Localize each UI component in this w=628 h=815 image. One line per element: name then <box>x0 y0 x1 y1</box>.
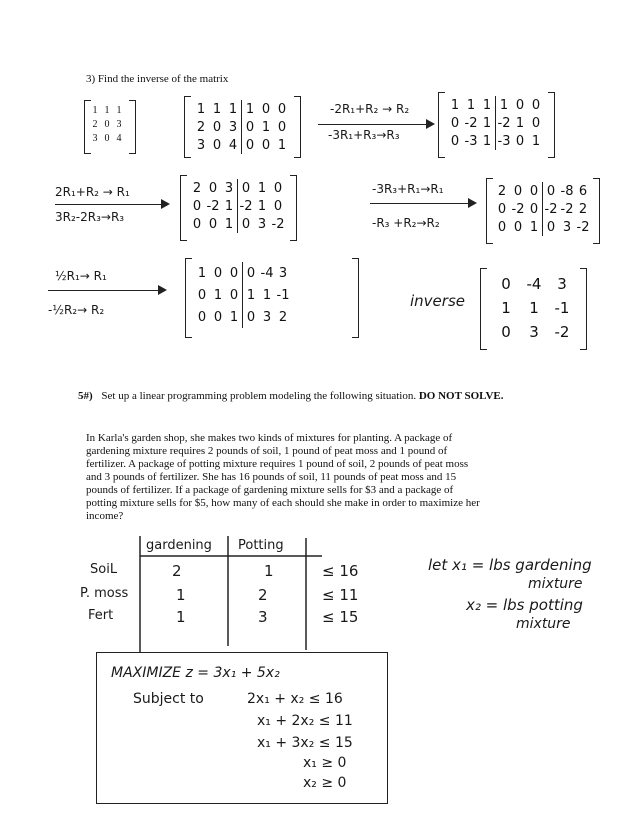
matrix-cell: 1 <box>466 97 476 113</box>
matrix-cell: 1 <box>228 101 238 117</box>
row-op-3-bottom: -R₃ +R₂→R₂ <box>372 216 440 230</box>
matrix-cell: 3 <box>278 265 288 281</box>
matrix-cell: 0 <box>229 265 239 281</box>
matrix-cell: -1 <box>276 287 290 303</box>
matrix-cell: -8 <box>560 183 574 199</box>
matrix-cell: 0 <box>261 101 271 117</box>
matrix-cell: 0 <box>513 183 523 199</box>
matrix-cell: -4 <box>260 265 274 281</box>
matrix-cell: -1 <box>554 299 570 317</box>
cell-limit: ≤ 15 <box>322 608 359 626</box>
matrix-cell: 1 <box>196 101 206 117</box>
inverse-label: inverse <box>410 292 465 310</box>
let-x2: x₂ = lbs potting <box>466 596 583 614</box>
matrix-cell: 3 <box>557 275 567 293</box>
row-op-2-top: 2R₁+R₂ → R₁ <box>55 185 130 199</box>
matrix-cell: -2 <box>271 216 285 232</box>
paragraph-line: In Karla's garden shop, she makes two kinds of mixtures for planting. A package of <box>86 432 453 444</box>
cell-gardening: 1 <box>176 608 186 626</box>
problem5-paragraph <box>86 432 556 523</box>
matrix-cell: 1 <box>257 198 267 214</box>
row-op-arrow <box>55 204 163 205</box>
matrix-cell: -2 <box>543 200 560 218</box>
let-x2-cont: mixture <box>516 616 571 632</box>
matrix-cell: 0 <box>208 216 218 232</box>
matrix-cell: 0 <box>273 198 283 214</box>
matrix-cell: 3 <box>224 180 234 196</box>
constraint: 2x₁ + x₂ ≤ 16 <box>247 691 343 707</box>
arrow-head-icon <box>468 198 477 208</box>
paragraph-line: fertilizer. A package of potting mixture requires 1 pound of soil, 2 pounds of peat moss <box>86 458 469 470</box>
matrix-cell: -3 <box>496 132 513 150</box>
matrix-cell: -2 <box>496 114 513 132</box>
constraint: x₁ + 2x₂ ≤ 11 <box>257 713 353 729</box>
matrix-cell: 1 <box>224 216 234 232</box>
matrix-cell: 3 <box>92 132 98 144</box>
paragraph-line: pounds of fertilizer. If a package of gardening mixture sells for $3 and a package of <box>86 484 454 496</box>
matrix-cell: 4 <box>228 137 238 153</box>
arrow-head-icon <box>161 199 170 209</box>
matrix-cell: 3 <box>562 219 572 235</box>
matrix-cell: 0 <box>242 118 259 136</box>
matrix-cell: 1 <box>261 119 271 135</box>
matrix-cell: 1 <box>212 101 222 117</box>
arrow-head-icon <box>426 119 435 129</box>
problem5-number: 5#) <box>78 390 93 402</box>
cell-gardening: 1 <box>176 586 186 604</box>
matrix-cell: -2 <box>560 201 574 217</box>
paragraph-line: and 3 pounds of fertilizer. She has 16 pounds of soil, 11 pounds of peat moss and 15 <box>86 471 457 483</box>
matrix-cell: 0 <box>243 262 260 284</box>
matrix-cell: 1 <box>257 180 267 196</box>
matrix-cell: 0 <box>450 115 460 131</box>
matrix-cell: 1 <box>482 133 492 149</box>
matrix-cell: -2 <box>554 323 570 341</box>
matrix-cell: 0 <box>197 287 207 303</box>
matrix-cell: 0 <box>513 219 523 235</box>
matrix-cell: 3 <box>262 309 272 325</box>
matrix-cell: 2 <box>497 183 507 199</box>
matrix-cell: 3 <box>228 119 238 135</box>
matrix-cell: 0 <box>277 101 287 117</box>
matrix-cell: 0 <box>238 179 255 197</box>
matrix-cell: 0 <box>243 306 260 328</box>
let-x1: let x₁ = lbs gardening <box>428 556 592 574</box>
row-op-1-top: -2R₁+R₂ → R₂ <box>330 102 410 116</box>
matrix-cell: 0 <box>531 115 541 131</box>
matrix-cell: 0 <box>543 218 560 236</box>
row-label: SoiL <box>90 562 118 577</box>
cell-gardening: 2 <box>172 562 182 580</box>
matrix-cell: 0 <box>213 309 223 325</box>
problem5-instruction-block <box>78 390 548 403</box>
matrix-cell: 2 <box>578 201 588 217</box>
matrix-cell: 0 <box>515 97 525 113</box>
row-op-4-bottom: -½R₂→ R₂ <box>48 303 105 317</box>
matrix-cell: 0 <box>197 309 207 325</box>
matrix-cell: 2 <box>196 119 206 135</box>
matrix-cell: 1 <box>529 219 539 235</box>
matrix-cell: 0 <box>531 97 541 113</box>
constraint: x₁ ≥ 0 <box>303 755 347 771</box>
matrix-cell: 3 <box>529 323 539 341</box>
matrix-cell: 1 <box>116 104 122 116</box>
matrix-cell: 0 <box>497 219 507 235</box>
matrix-cell: 4 <box>116 132 122 144</box>
cell-potting: 2 <box>258 586 268 604</box>
row-label: P. moss <box>80 586 129 601</box>
matrix-cell: 0 <box>213 265 223 281</box>
matrix-cell: 0 <box>212 137 222 153</box>
paragraph-line: income? <box>86 510 124 522</box>
row-label: Fert <box>88 608 114 623</box>
matrix-cell: 2 <box>92 118 98 130</box>
row-op-arrow <box>318 124 428 125</box>
matrix-cell: 1 <box>529 299 539 317</box>
matrix-cell: -2 <box>464 115 478 131</box>
problem3-heading: 3) Find the inverse of the matrix <box>86 73 229 85</box>
matrix-cell: 0 <box>104 132 110 144</box>
row-op-3-top: -3R₃+R₁→R₁ <box>372 182 444 196</box>
matrix-cell: 2 <box>192 180 202 196</box>
matrix-cell: 1 <box>213 287 223 303</box>
matrix-cell: 1 <box>501 299 511 317</box>
matrix-cell: 0 <box>497 201 507 217</box>
matrix-cell: 0 <box>543 182 560 200</box>
matrix-cell: 3 <box>196 137 206 153</box>
col-header-gardening: gardening <box>146 538 212 553</box>
cell-limit: ≤ 16 <box>322 562 359 580</box>
matrix-cell: -2 <box>238 197 255 215</box>
matrix-cell: -2 <box>511 201 525 217</box>
row-op-arrow <box>48 290 160 291</box>
cell-potting: 3 <box>258 608 268 626</box>
matrix-cell: -2 <box>206 198 220 214</box>
matrix-cell: 0 <box>529 183 539 199</box>
matrix-cell: 0 <box>229 287 239 303</box>
constraint: x₂ ≥ 0 <box>303 775 347 791</box>
matrix-cell: 0 <box>242 136 259 154</box>
matrix-cell: 0 <box>192 216 202 232</box>
matrix-cell: 0 <box>192 198 202 214</box>
matrix-cell: 0 <box>104 118 110 130</box>
row-op-1-bottom: -3R₁+R₃→R₃ <box>328 128 400 142</box>
matrix-cell: 0 <box>515 133 525 149</box>
matrix-cell: 0 <box>529 201 539 217</box>
matrix-cell: 3 <box>116 118 122 130</box>
matrix-cell: 1 <box>242 100 259 118</box>
matrix-cell: 1 <box>262 287 272 303</box>
lp-answer-box <box>96 652 388 804</box>
matrix-cell: -4 <box>526 275 542 293</box>
matrix-cell: 1 <box>92 104 98 116</box>
matrix-cell: 0 <box>212 119 222 135</box>
matrix-cell: 1 <box>104 104 110 116</box>
cell-limit: ≤ 11 <box>322 586 359 604</box>
matrix-cell: 1 <box>277 137 287 153</box>
let-x1-cont: mixture <box>528 576 583 592</box>
matrix-cell: 0 <box>501 275 511 293</box>
row-op-arrow <box>370 203 470 204</box>
row-op-2-bottom: 3R₂-2R₃→R₃ <box>55 210 125 224</box>
matrix-cell: 1 <box>197 265 207 281</box>
matrix-cell: 1 <box>496 96 513 114</box>
matrix-cell: 0 <box>261 137 271 153</box>
row-op-4-top: ½R₁→ R₁ <box>55 269 107 283</box>
constraint: x₁ + 3x₂ ≤ 15 <box>257 735 353 751</box>
matrix-cell: -2 <box>576 219 590 235</box>
matrix-cell: 1 <box>243 284 260 306</box>
cell-potting: 1 <box>264 562 274 580</box>
matrix-cell: 1 <box>229 309 239 325</box>
matrix-cell: 2 <box>278 309 288 325</box>
paragraph-line: potting mixture sells for $5, how many of each should she make in order to maximize her <box>86 497 480 509</box>
matrix-cell: 0 <box>277 119 287 135</box>
matrix-cell: 3 <box>257 216 267 232</box>
matrix-cell: 1 <box>450 97 460 113</box>
matrix-cell: 0 <box>450 133 460 149</box>
subject-to-label: Subject to <box>133 691 204 707</box>
matrix-cell: 1 <box>482 97 492 113</box>
arrow-head-icon <box>158 285 167 295</box>
problem5-emphasis: DO NOT SOLVE. <box>418 390 504 402</box>
matrix-cell: -3 <box>464 133 478 149</box>
matrix-cell: 0 <box>273 180 283 196</box>
matrix-cell: 1 <box>482 115 492 131</box>
matrix-cell: 0 <box>208 180 218 196</box>
matrix-cell: 0 <box>501 323 511 341</box>
matrix-cell: 1 <box>531 133 541 149</box>
matrix-cell: 1 <box>224 198 234 214</box>
paragraph-line: gardening mixture requires 2 pounds of soil, 1 pound of peat moss and 1 pound of <box>86 445 448 457</box>
matrix-cell: 6 <box>578 183 588 199</box>
col-header-potting: Potting <box>238 538 284 553</box>
matrix-cell: 1 <box>515 115 525 131</box>
objective-function: MAXIMIZE z = 3x₁ + 5x₂ <box>111 665 280 681</box>
problem5-instruction: Set up a linear programming problem modeling the following situation. <box>101 390 417 402</box>
matrix-cell: 0 <box>238 215 255 233</box>
